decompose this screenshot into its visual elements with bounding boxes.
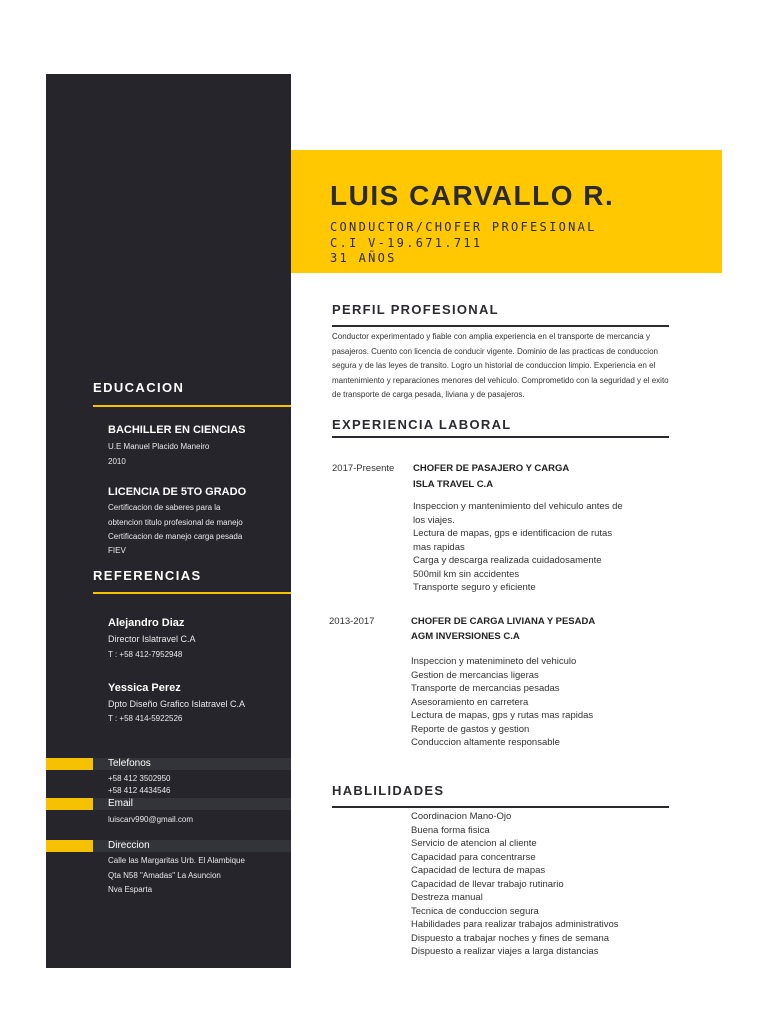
job-duties <box>413 500 623 595</box>
job-subtitle: CONDUCTOR/CHOFER PROFESIONAL <box>330 220 597 234</box>
job-company: AGM INVERSIONES C.A <box>411 631 520 642</box>
list-item: Destreza manual <box>411 892 483 903</box>
education-rule <box>93 405 291 407</box>
references-rule <box>93 592 291 594</box>
email-label: Email <box>108 798 134 809</box>
education-title: BACHILLER EN CIENCIAS <box>108 424 246 436</box>
list-item: Capacidad de llevar trabajo rutinario <box>411 878 564 890</box>
address-line: Calle las Margaritas Urb. El Alambique <box>108 856 245 865</box>
skills-heading: HABLILIDADES <box>332 783 445 798</box>
list-item: Conduccion altamente responsable <box>411 737 560 748</box>
phone-number[interactable]: +58 412 4434546 <box>108 786 171 795</box>
list-item: Dispuesto a realizar viajes a larga distancias <box>411 946 599 957</box>
job-title: CHOFER DE PASAJERO Y CARGA <box>413 463 570 474</box>
list-item: Buena forma fisica <box>411 824 490 836</box>
list-item: Coordinacion Mano-Ojo <box>411 811 512 822</box>
phones-label: Telefonos <box>108 758 151 769</box>
education-title: LICENCIA DE 5TO GRADO <box>108 486 247 498</box>
education-line: Certificacion de saberes para la <box>108 503 221 512</box>
id-number: C.I V-19.671.711 <box>330 236 483 250</box>
phone-number[interactable]: +58 412 3502950 <box>108 774 171 783</box>
address-accent <box>46 840 93 852</box>
email-address[interactable]: luiscarv990@gmail.com <box>108 815 194 824</box>
job-dates: 2013-2017 <box>329 616 375 627</box>
list-item: Servicio de atencion al cliente <box>411 838 537 849</box>
list-item: Dispuesto a trabajar noches y fines de semana <box>411 932 610 944</box>
skills-list <box>411 810 619 959</box>
candidate-name <box>330 180 614 212</box>
list-item: mas rapidas <box>413 541 465 553</box>
reference-name: Alejandro Diaz <box>108 617 185 629</box>
job-dates: 2017-Presente <box>332 463 395 474</box>
reference-phone: T : +58 412-7952948 <box>108 650 183 659</box>
list-item: Transporte seguro y eficiente <box>413 582 536 593</box>
address-line: Nva Esparta <box>108 885 153 894</box>
list-item: Tecnica de conduccion segura <box>411 905 539 917</box>
reference-role: Director Islatravel C.A <box>108 634 196 644</box>
email-accent <box>46 798 93 810</box>
education-line: Certificacion de manejo carga pesada <box>108 532 243 541</box>
reference-role: Dpto Diseño Grafico Islatravel C.A <box>108 699 246 709</box>
job-company: ISLA TRAVEL C.A <box>413 479 494 490</box>
education-line: 2010 <box>108 457 126 466</box>
education-line: U.E Manuel Placido Maneiro <box>108 442 210 451</box>
profile-rule <box>332 325 669 327</box>
list-item: Inspeccion y matenimineto del vehiculo <box>411 656 577 667</box>
profile-heading: PERFIL PROFESIONAL <box>332 302 499 317</box>
list-item: Inspeccion y mantenimiento del vehiculo antes de <box>413 501 623 512</box>
job-title: CHOFER DE CARGA LIVIANA Y PESADA <box>411 616 596 627</box>
phones-accent <box>46 758 93 770</box>
list-item: Capacidad para concentrarse <box>411 851 536 863</box>
list-item: Lectura de mapas, gps y rutas mas rapidas <box>411 710 594 721</box>
list-item: Capacidad de lectura de mapas <box>411 865 546 876</box>
references-heading: REFERENCIAS <box>93 568 202 583</box>
education-line: obtencion titulo profesional de manejo <box>108 518 243 527</box>
last-name: CARVALLO R. <box>409 180 615 211</box>
education-heading: EDUCACION <box>93 380 185 395</box>
list-item: Transporte de mercancias pesadas <box>411 683 560 694</box>
list-item: Reporte de gastos y gestion <box>411 723 530 735</box>
experience-rule <box>332 436 669 438</box>
list-item: Habilidades para realizar trabajos administrativos <box>411 919 619 930</box>
job-duties <box>411 655 593 750</box>
profile-summary: Conductor experimentado y fiable con amplia experiencia en el transporte de mercancia y pasajeros. Cuento con licencia de conducir vigente. Dominio de las practicas de conduccion segura y de las leyes de transito. Logro un historial de conduccion limpio. Experiencia en el mantenimiento y reparaciones menores del vehiculo. Comprometido con la seguridad y el exito de transporte de carga pesada, liviana y de pasajeros. <box>332 332 669 399</box>
list-item: 500mil km sin accidentes <box>413 568 520 580</box>
list-item: Gestion de mercancias ligeras <box>411 669 539 681</box>
list-item: los viajes. <box>413 514 455 526</box>
experience-heading: EXPERIENCIA LABORAL <box>332 417 512 432</box>
reference-name: Yessica Perez <box>108 682 181 694</box>
education-line: FIEV <box>108 546 126 555</box>
age: 31 AÑOS <box>330 251 397 265</box>
list-item: Carga y descarga realizada cuidadosamente <box>413 555 602 566</box>
skills-rule <box>332 806 669 808</box>
list-item: Asesoramiento en carretera <box>411 696 529 708</box>
address-line: Qta N58 "Amadas" La Asuncion <box>108 871 221 880</box>
list-item: Lectura de mapas, gps e identificacion de rutas <box>413 528 613 539</box>
address-label: Direccion <box>108 840 150 851</box>
reference-phone: T : +58 414-5922526 <box>108 714 183 723</box>
first-name: LUIS <box>330 180 400 211</box>
